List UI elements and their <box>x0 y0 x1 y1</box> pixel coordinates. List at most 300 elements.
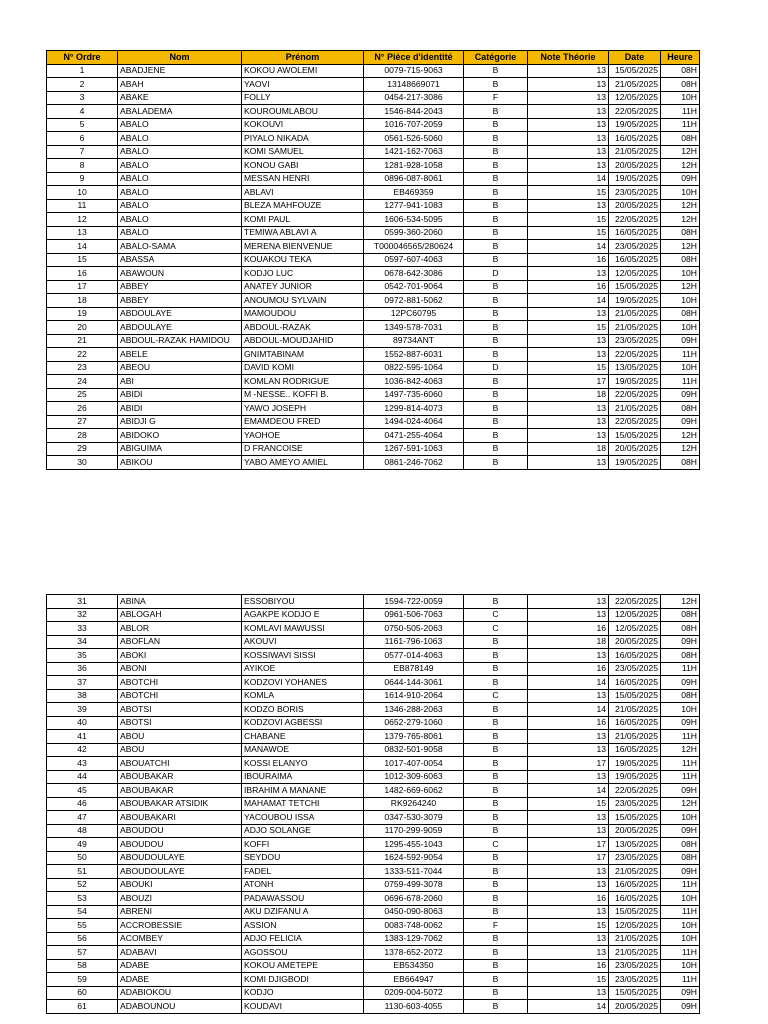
time-cell: 08H <box>661 132 700 146</box>
first-name-cell: IBOURAIMA <box>242 770 364 784</box>
category-cell: B <box>464 662 528 676</box>
last-name-cell: ABONI <box>118 662 242 676</box>
date-cell: 21/05/2025 <box>609 730 661 744</box>
order-cell: 51 <box>47 865 118 879</box>
category-cell: B <box>464 294 528 308</box>
table-row <box>47 415 700 429</box>
first-name-cell: AGAKPE KODJO E <box>242 608 364 622</box>
order-cell: 33 <box>47 622 118 636</box>
last-name-cell: ABOU <box>118 743 242 757</box>
table-row <box>47 716 700 730</box>
time-cell: 12H <box>661 797 700 811</box>
last-name-cell: ABBEY <box>118 294 242 308</box>
category-cell: B <box>464 743 528 757</box>
theory-score-cell: 13 <box>528 145 609 159</box>
order-cell: 13 <box>47 226 118 240</box>
category-cell: B <box>464 186 528 200</box>
date-cell: 19/05/2025 <box>609 172 661 186</box>
table-row <box>47 851 700 865</box>
category-cell: B <box>464 703 528 717</box>
time-cell: 11H <box>661 662 700 676</box>
theory-score-cell: 13 <box>528 905 609 919</box>
category-cell: F <box>464 91 528 105</box>
table-body-1 <box>47 64 700 469</box>
last-name-cell: ABLOR <box>118 622 242 636</box>
category-cell: B <box>464 78 528 92</box>
theory-score-cell: 15 <box>528 973 609 987</box>
order-cell: 5 <box>47 118 118 132</box>
date-cell: 19/05/2025 <box>609 456 661 470</box>
theory-score-cell: 16 <box>528 716 609 730</box>
id-number-cell: 0972-881-5062 <box>364 294 464 308</box>
category-cell: B <box>464 757 528 771</box>
id-number-cell: 0759-499-3078 <box>364 878 464 892</box>
date-cell: 21/05/2025 <box>609 703 661 717</box>
category-cell: B <box>464 388 528 402</box>
order-cell: 41 <box>47 730 118 744</box>
first-name-cell: MESSAN HENRI <box>242 172 364 186</box>
time-cell: 08H <box>661 838 700 852</box>
time-cell: 12H <box>661 145 700 159</box>
table-row <box>47 946 700 960</box>
date-cell: 15/05/2025 <box>609 986 661 1000</box>
id-number-cell: 1277-941-1083 <box>364 199 464 213</box>
last-name-cell: ABOUDOU <box>118 824 242 838</box>
date-cell: 20/05/2025 <box>609 824 661 838</box>
first-name-cell: KODJO <box>242 986 364 1000</box>
category-cell: B <box>464 415 528 429</box>
category-cell: B <box>464 105 528 119</box>
category-cell: B <box>464 172 528 186</box>
date-cell: 15/05/2025 <box>609 280 661 294</box>
id-number-cell: 1421-162-7063 <box>364 145 464 159</box>
first-name-cell: BLEZA MAHFOUZE <box>242 199 364 213</box>
theory-score-cell: 15 <box>528 186 609 200</box>
order-cell: 53 <box>47 892 118 906</box>
header-last-name: Nom <box>118 51 242 65</box>
theory-score-cell: 15 <box>528 213 609 227</box>
theory-score-cell: 16 <box>528 959 609 973</box>
header-first-name: Prénom <box>242 51 364 65</box>
header-id-number: N° Pièce d'identité <box>364 51 464 65</box>
order-cell: 31 <box>47 595 118 609</box>
id-number-cell: 1482-669-6062 <box>364 784 464 798</box>
id-number-cell: 1552-887-6031 <box>364 348 464 362</box>
order-cell: 45 <box>47 784 118 798</box>
date-cell: 21/05/2025 <box>609 321 661 335</box>
time-cell: 08H <box>661 226 700 240</box>
last-name-cell: ADABE <box>118 959 242 973</box>
table-row <box>47 622 700 636</box>
table-row <box>47 172 700 186</box>
last-name-cell: ABOFLAN <box>118 635 242 649</box>
id-number-cell: 0450-090-8063 <box>364 905 464 919</box>
id-number-cell: 0896-087-8061 <box>364 172 464 186</box>
order-cell: 58 <box>47 959 118 973</box>
theory-score-cell: 13 <box>528 91 609 105</box>
table-row <box>47 402 700 416</box>
last-name-cell: ABOTCHI <box>118 676 242 690</box>
date-cell: 22/05/2025 <box>609 213 661 227</box>
first-name-cell: AKOUVI <box>242 635 364 649</box>
order-cell: 8 <box>47 159 118 173</box>
theory-score-cell: 13 <box>528 946 609 960</box>
order-cell: 54 <box>47 905 118 919</box>
id-number-cell: 1346-288-2063 <box>364 703 464 717</box>
id-number-cell: 1624-592-9054 <box>364 851 464 865</box>
theory-score-cell: 13 <box>528 986 609 1000</box>
id-number-cell: 0832-501-9058 <box>364 743 464 757</box>
first-name-cell: DAVID KOMI <box>242 361 364 375</box>
last-name-cell: ABEOU <box>118 361 242 375</box>
table-row <box>47 213 700 227</box>
id-number-cell: T000046565/280624 <box>364 240 464 254</box>
time-cell: 10H <box>661 186 700 200</box>
theory-score-cell: 18 <box>528 442 609 456</box>
last-name-cell: ACOMBEY <box>118 932 242 946</box>
header-category: Catégorie <box>464 51 528 65</box>
category-cell: B <box>464 946 528 960</box>
table-row <box>47 595 700 609</box>
last-name-cell: ABAH <box>118 78 242 92</box>
id-number-cell: 0542-701-9064 <box>364 280 464 294</box>
date-cell: 12/05/2025 <box>609 91 661 105</box>
date-cell: 16/05/2025 <box>609 649 661 663</box>
theory-score-cell: 13 <box>528 456 609 470</box>
category-cell: B <box>464 280 528 294</box>
order-cell: 14 <box>47 240 118 254</box>
order-cell: 4 <box>47 105 118 119</box>
first-name-cell: ESSOBIYOU <box>242 595 364 609</box>
theory-score-cell: 13 <box>528 348 609 362</box>
time-cell: 12H <box>661 240 700 254</box>
date-cell: 21/05/2025 <box>609 78 661 92</box>
time-cell: 10H <box>661 294 700 308</box>
table-row <box>47 64 700 78</box>
time-cell: 12H <box>661 743 700 757</box>
order-cell: 23 <box>47 361 118 375</box>
category-cell: B <box>464 64 528 78</box>
time-cell: 11H <box>661 348 700 362</box>
last-name-cell: ABALO <box>118 159 242 173</box>
theory-score-cell: 15 <box>528 321 609 335</box>
id-number-cell: 1594-722-0059 <box>364 595 464 609</box>
order-cell: 30 <box>47 456 118 470</box>
category-cell: B <box>464 986 528 1000</box>
table-row <box>47 703 700 717</box>
last-name-cell: ABALO <box>118 186 242 200</box>
table-row <box>47 442 700 456</box>
id-number-cell: 0644-144-3061 <box>364 676 464 690</box>
last-name-cell: ACCROBESSIE <box>118 919 242 933</box>
order-cell: 1 <box>47 64 118 78</box>
first-name-cell: KOFFI <box>242 838 364 852</box>
theory-score-cell: 14 <box>528 240 609 254</box>
date-cell: 16/05/2025 <box>609 226 661 240</box>
time-cell: 11H <box>661 973 700 987</box>
time-cell: 08H <box>661 402 700 416</box>
date-cell: 21/05/2025 <box>609 932 661 946</box>
theory-score-cell: 13 <box>528 824 609 838</box>
time-cell: 10H <box>661 267 700 281</box>
theory-score-cell: 16 <box>528 253 609 267</box>
date-cell: 19/05/2025 <box>609 375 661 389</box>
table-row <box>47 865 700 879</box>
table-row <box>47 784 700 798</box>
date-cell: 15/05/2025 <box>609 905 661 919</box>
time-cell: 08H <box>661 78 700 92</box>
last-name-cell: ABOUBAKAR <box>118 770 242 784</box>
time-cell: 10H <box>661 703 700 717</box>
last-name-cell: ABAKE <box>118 91 242 105</box>
table-row <box>47 132 700 146</box>
theory-score-cell: 16 <box>528 662 609 676</box>
table-row <box>47 743 700 757</box>
theory-score-cell: 13 <box>528 159 609 173</box>
last-name-cell: ABALO-SAMA <box>118 240 242 254</box>
category-cell: B <box>464 429 528 443</box>
time-cell: 09H <box>661 388 700 402</box>
id-number-cell: 1295-455-1043 <box>364 838 464 852</box>
time-cell: 11H <box>661 105 700 119</box>
time-cell: 10H <box>661 811 700 825</box>
id-number-cell: 1170-299-9059 <box>364 824 464 838</box>
order-cell: 44 <box>47 770 118 784</box>
date-cell: 20/05/2025 <box>609 199 661 213</box>
category-cell: B <box>464 865 528 879</box>
category-cell: F <box>464 919 528 933</box>
category-cell: B <box>464 226 528 240</box>
order-cell: 61 <box>47 1000 118 1014</box>
id-number-cell: 0083-748-0062 <box>364 919 464 933</box>
theory-score-cell: 13 <box>528 811 609 825</box>
category-cell: D <box>464 361 528 375</box>
category-cell: B <box>464 595 528 609</box>
table-row <box>47 608 700 622</box>
first-name-cell: KOMI DJIGBODI <box>242 973 364 987</box>
date-cell: 20/05/2025 <box>609 159 661 173</box>
theory-score-cell: 14 <box>528 294 609 308</box>
date-cell: 22/05/2025 <box>609 415 661 429</box>
last-name-cell: ABOUBAKAR ATSIDIK <box>118 797 242 811</box>
theory-score-cell: 13 <box>528 770 609 784</box>
order-cell: 48 <box>47 824 118 838</box>
category-cell: B <box>464 932 528 946</box>
theory-score-cell: 16 <box>528 892 609 906</box>
first-name-cell: AKU DZIFANU A <box>242 905 364 919</box>
id-number-cell: 1379-765-8061 <box>364 730 464 744</box>
time-cell: 09H <box>661 824 700 838</box>
date-cell: 23/05/2025 <box>609 959 661 973</box>
category-cell: C <box>464 838 528 852</box>
category-cell: B <box>464 797 528 811</box>
date-cell: 15/05/2025 <box>609 689 661 703</box>
date-cell: 20/05/2025 <box>609 442 661 456</box>
date-cell: 16/05/2025 <box>609 676 661 690</box>
order-cell: 29 <box>47 442 118 456</box>
category-cell: B <box>464 811 528 825</box>
first-name-cell: KODJO LUC <box>242 267 364 281</box>
date-cell: 19/05/2025 <box>609 757 661 771</box>
theory-score-cell: 13 <box>528 730 609 744</box>
id-number-cell: 0347-530-3079 <box>364 811 464 825</box>
category-cell: B <box>464 959 528 973</box>
category-cell: B <box>464 824 528 838</box>
first-name-cell: YACOUBOU ISSA <box>242 811 364 825</box>
last-name-cell: ABI <box>118 375 242 389</box>
table-row <box>47 730 700 744</box>
theory-score-cell: 18 <box>528 635 609 649</box>
table-row <box>47 348 700 362</box>
date-cell: 23/05/2025 <box>609 186 661 200</box>
table-row <box>47 635 700 649</box>
table-row <box>47 321 700 335</box>
time-cell: 12H <box>661 429 700 443</box>
table-row <box>47 932 700 946</box>
id-number-cell: 0454-217-3086 <box>364 91 464 105</box>
table-row <box>47 959 700 973</box>
last-name-cell: ABDOULAYE <box>118 307 242 321</box>
table-row <box>47 878 700 892</box>
id-number-cell: EB878149 <box>364 662 464 676</box>
last-name-cell: ADABOUNOU <box>118 1000 242 1014</box>
id-number-cell: 1161-796-1063 <box>364 635 464 649</box>
time-cell: 12H <box>661 442 700 456</box>
time-cell: 12H <box>661 213 700 227</box>
category-cell: C <box>464 608 528 622</box>
category-cell: B <box>464 334 528 348</box>
table-row <box>47 770 700 784</box>
date-cell: 23/05/2025 <box>609 334 661 348</box>
theory-score-cell: 13 <box>528 932 609 946</box>
order-cell: 57 <box>47 946 118 960</box>
table-row <box>47 757 700 771</box>
category-cell: B <box>464 159 528 173</box>
date-cell: 23/05/2025 <box>609 973 661 987</box>
table-row <box>47 226 700 240</box>
last-name-cell: ADABE <box>118 973 242 987</box>
id-number-cell: 1378-652-2072 <box>364 946 464 960</box>
category-cell: B <box>464 730 528 744</box>
last-name-cell: ABALO <box>118 118 242 132</box>
theory-score-cell: 15 <box>528 361 609 375</box>
id-number-cell: 0696-678-2060 <box>364 892 464 906</box>
table-row <box>47 267 700 281</box>
date-cell: 22/05/2025 <box>609 105 661 119</box>
table-row <box>47 649 700 663</box>
table-row <box>47 838 700 852</box>
id-number-cell: 1017-407-0054 <box>364 757 464 771</box>
order-cell: 37 <box>47 676 118 690</box>
category-cell: C <box>464 689 528 703</box>
id-number-cell: 0209-004-5072 <box>364 986 464 1000</box>
theory-score-cell: 13 <box>528 689 609 703</box>
table-row <box>47 662 700 676</box>
last-name-cell: ABELE <box>118 348 242 362</box>
table-row <box>47 361 700 375</box>
last-name-cell: ABOTCHI <box>118 689 242 703</box>
order-cell: 6 <box>47 132 118 146</box>
order-cell: 60 <box>47 986 118 1000</box>
first-name-cell: TEMIWA ABLAVI A <box>242 226 364 240</box>
table-row <box>47 78 700 92</box>
theory-score-cell: 13 <box>528 199 609 213</box>
table-row <box>47 145 700 159</box>
date-cell: 23/05/2025 <box>609 662 661 676</box>
id-number-cell: 1349-578-7031 <box>364 321 464 335</box>
last-name-cell: ABOUDOULAYE <box>118 851 242 865</box>
first-name-cell: KOKOU AMETEPE <box>242 959 364 973</box>
last-name-cell: ABLOGAH <box>118 608 242 622</box>
last-name-cell: ABIDOKO <box>118 429 242 443</box>
category-cell: B <box>464 973 528 987</box>
table-header-row <box>47 51 700 65</box>
last-name-cell: ABIKOU <box>118 456 242 470</box>
last-name-cell: ABOUKI <box>118 878 242 892</box>
category-cell: B <box>464 442 528 456</box>
time-cell: 09H <box>661 716 700 730</box>
last-name-cell: ABALO <box>118 213 242 227</box>
theory-score-cell: 13 <box>528 334 609 348</box>
order-cell: 39 <box>47 703 118 717</box>
date-cell: 12/05/2025 <box>609 919 661 933</box>
id-number-cell: 1036-842-4063 <box>364 375 464 389</box>
date-cell: 19/05/2025 <box>609 294 661 308</box>
theory-score-cell: 13 <box>528 402 609 416</box>
last-name-cell: ABOU <box>118 730 242 744</box>
order-cell: 47 <box>47 811 118 825</box>
first-name-cell: ABDOUL-MOUDJAHID <box>242 334 364 348</box>
category-cell: B <box>464 456 528 470</box>
first-name-cell: KODZO BORIS <box>242 703 364 717</box>
first-name-cell: YAOHOE <box>242 429 364 443</box>
category-cell: B <box>464 348 528 362</box>
last-name-cell: ABADJENE <box>118 64 242 78</box>
theory-score-cell: 13 <box>528 132 609 146</box>
id-number-cell: 0861-246-7062 <box>364 456 464 470</box>
table-row <box>47 388 700 402</box>
date-cell: 12/05/2025 <box>609 608 661 622</box>
id-number-cell: 89734ANT <box>364 334 464 348</box>
first-name-cell: ANATEY JUNIOR <box>242 280 364 294</box>
id-number-cell: 13148669071 <box>364 78 464 92</box>
first-name-cell: D FRANCOISE <box>242 442 364 456</box>
first-name-cell: KOKOUVI <box>242 118 364 132</box>
theory-score-cell: 13 <box>528 878 609 892</box>
first-name-cell: M -NESSE.. KOFFI B. <box>242 388 364 402</box>
id-number-cell: 0652-279-1060 <box>364 716 464 730</box>
id-number-cell: EB469359 <box>364 186 464 200</box>
time-cell: 11H <box>661 946 700 960</box>
theory-score-cell: 18 <box>528 388 609 402</box>
last-name-cell: ABIGUIMA <box>118 442 242 456</box>
last-name-cell: ABOUBAKARI <box>118 811 242 825</box>
order-cell: 28 <box>47 429 118 443</box>
theory-score-cell: 13 <box>528 415 609 429</box>
table-row <box>47 199 700 213</box>
last-name-cell: ABALO <box>118 145 242 159</box>
time-cell: 10H <box>661 932 700 946</box>
date-cell: 21/05/2025 <box>609 865 661 879</box>
theory-score-cell: 13 <box>528 64 609 78</box>
table-row <box>47 118 700 132</box>
date-cell: 23/05/2025 <box>609 797 661 811</box>
first-name-cell: KOSSIWAVI SISSI <box>242 649 364 663</box>
id-number-cell: 1494-024-4064 <box>364 415 464 429</box>
candidates-table-1 <box>46 50 700 470</box>
time-cell: 08H <box>661 456 700 470</box>
id-number-cell: 12PC60795 <box>364 307 464 321</box>
